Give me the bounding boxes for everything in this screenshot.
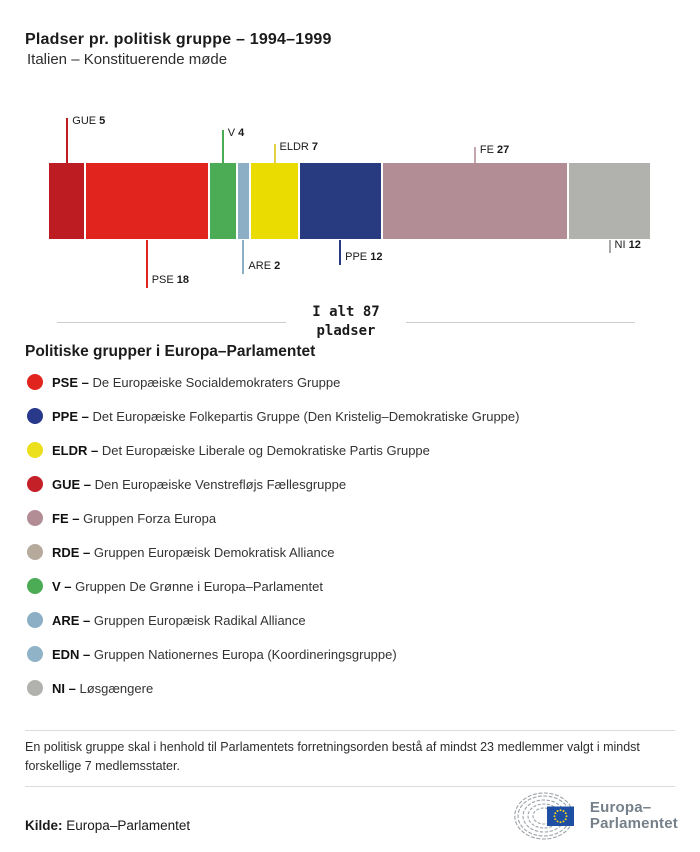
callout-label-ni: NI 12 [614, 239, 641, 251]
legend-dot-rde-icon [27, 544, 43, 560]
legend-label-fe: FE – Gruppen Forza Europa [52, 510, 217, 526]
legend-label-v: V – Gruppen De Grønne i Europa–Parlamentet [52, 578, 323, 594]
legend-label-rde: RDE – Gruppen Europæisk Demokratisk Alliance [52, 544, 335, 560]
bar-segment-gue [49, 163, 84, 239]
legend-label-are: ARE – Gruppen Europæisk Radikal Alliance [52, 612, 306, 628]
legend-item-fe [25, 501, 519, 535]
stacked-bar [49, 163, 650, 239]
legend-label-eldr: ELDR – Det Europæiske Liberale og Demokratiske Partis Gruppe [52, 442, 430, 458]
legend-dot-ppe-icon [27, 408, 43, 424]
callout-line-fe [474, 147, 476, 163]
legend-dot-are-icon [27, 612, 43, 628]
eu-flag-star-icon [559, 821, 561, 823]
eu-flag-star-icon [554, 818, 556, 820]
footnote-divider-bottom [25, 786, 675, 787]
eu-flag-star-icon [553, 815, 555, 817]
callout-label-v: V 4 [227, 127, 245, 139]
legend-item-gue [25, 467, 519, 501]
callout-label-eldr: ELDR 7 [279, 141, 319, 153]
legend-dot-ni-icon [27, 680, 43, 696]
footnote-text: En politisk gruppe skal i henhold til Parlamentets forretningsorden bestå af mindst 23 medlemmer valgt i mindst forskellige 7 medlemsstater. [25, 740, 640, 773]
callout-label-pse: PSE 18 [151, 274, 190, 286]
legend-item-rde [25, 535, 519, 569]
callout-label-fe: FE 27 [479, 144, 510, 156]
legend-dot-gue-icon [27, 476, 43, 492]
callout-label-ppe: PPE 12 [345, 251, 383, 263]
legend-title: Politiske grupper i Europa–Parlamentet [25, 343, 316, 360]
eu-flag-star-icon [559, 809, 561, 811]
eu-flag-star-icon [562, 810, 564, 812]
page-subtitle: Italien – Konstituerende møde [27, 51, 228, 68]
eu-flag-star-icon [565, 812, 567, 814]
source-value: Europa–Parlamentet [66, 818, 191, 833]
ep-logo-text [590, 800, 678, 832]
bar-segment-fe [381, 163, 568, 239]
total-divider [57, 303, 635, 341]
legend-dot-pse-icon [27, 374, 43, 390]
legend-item-are [25, 603, 519, 637]
divider-line-left [57, 322, 286, 323]
source-label: Kilde: [25, 818, 63, 833]
legend-label-ni: NI – Løsgængere [52, 680, 154, 696]
callout-line-gue [66, 118, 68, 163]
footnote-divider-top [25, 730, 675, 731]
eu-flag-star-icon [565, 815, 567, 817]
legend-item-pse [25, 365, 519, 399]
legend-label-ppe: PPE – Det Europæiske Folkepartis Gruppe (Den Kristelig–Demokratiske Gruppe) [52, 408, 520, 424]
callout-label-gue: GUE 5 [72, 115, 106, 127]
callout-line-eldr [274, 144, 276, 163]
legend-item-edn [25, 637, 519, 671]
seat-bar-chart [0, 0, 700, 300]
legend-dot-edn-icon [27, 646, 43, 662]
callout-line-ppe [339, 240, 341, 265]
bar-segment-are [236, 163, 250, 239]
page-title: Pladser pr. politisk gruppe – 1994–1999 [25, 30, 332, 48]
legend-dot-fe-icon [27, 510, 43, 526]
bar-segment-ppe [298, 163, 381, 239]
eu-flag-star-icon [556, 820, 558, 822]
legend-item-eldr [25, 433, 519, 467]
eu-flag-star-icon [565, 818, 567, 820]
divider-line-right [406, 322, 635, 323]
callout-line-v [222, 130, 224, 163]
bar-segment-eldr [249, 163, 297, 239]
callout-line-pse [146, 240, 148, 288]
total-label-line2: pladser [316, 323, 376, 339]
legend-list [25, 365, 519, 705]
eu-flag-star-icon [554, 812, 556, 814]
legend-item-v [25, 569, 519, 603]
source-line [25, 818, 190, 833]
legend-item-ni [25, 671, 519, 705]
eu-flag-star-icon [562, 820, 564, 822]
ep-hemicycle-icon [514, 792, 584, 840]
legend-label-edn: EDN – Gruppen Nationernes Europa (Koordineringsgruppe) [52, 646, 397, 662]
callout-line-ni [609, 240, 611, 253]
bar-segment-ni [567, 163, 650, 239]
legend-dot-eldr-icon [27, 442, 43, 458]
total-label [286, 303, 405, 341]
callout-label-are: ARE 2 [248, 260, 281, 272]
ep-logo-text-line2: Parlamentet [589, 815, 678, 832]
legend-item-ppe [25, 399, 519, 433]
eu-flag-star-icon [556, 810, 558, 812]
legend-dot-v-icon [27, 578, 43, 594]
legend-label-gue: GUE – Den Europæiske Venstrefløjs Fællesgruppe [52, 476, 347, 492]
legend-label-pse: PSE – De Europæiske Socialdemokraters Gruppe [52, 374, 341, 390]
callout-line-are [242, 240, 244, 274]
bar-segment-pse [84, 163, 208, 239]
total-label-line1: I alt 87 [312, 304, 380, 320]
ep-logo-text-line1: Europa– [589, 799, 652, 816]
ep-logo [514, 792, 678, 840]
bar-segment-v [208, 163, 236, 239]
